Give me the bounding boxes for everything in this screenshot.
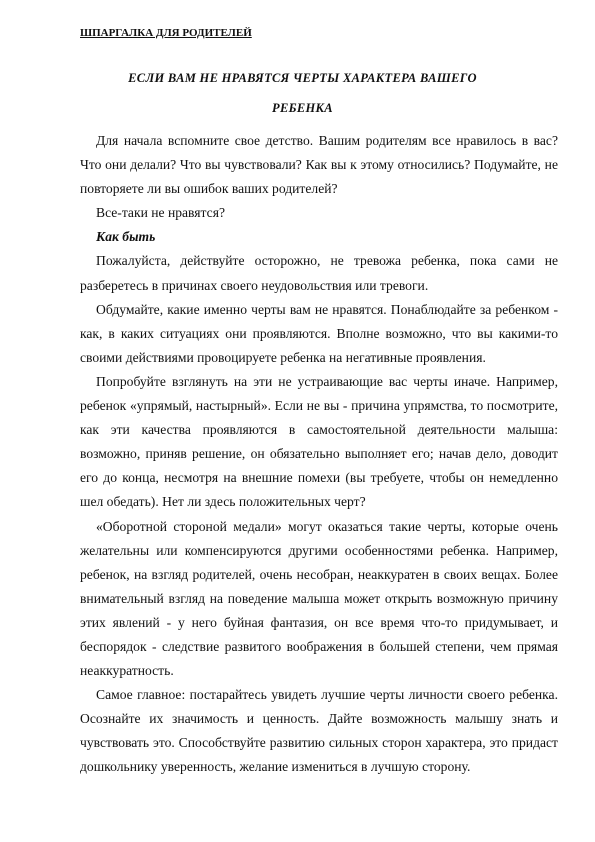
title-line-2: РЕБЕНКА	[272, 101, 333, 115]
paragraph-observe: Обдумайте, какие именно черты вам не нравятся. Понаблюдайте за ребенком - как, в каких ситуациях они проявляются. Вполне возможно, что вы какими-то своими действиями провоцируете ребенка на негативные проявления.	[80, 301, 558, 365]
section-heading: Как быть	[96, 229, 156, 245]
paragraph-other-side: «Оборотной стороной медали» могут оказаться такие черты, которые очень желательны или компенсируются другими особенностями ребенка. Например, ребенок, на взгляд родителей, очень несобран, неаккуратен в своих вещах. Более внимательный взгляд на поведение малыша может открыть возможную причину этих явлений - у него буйная фантазия, он все время что-то придумывает, и беспорядок - следствие развитого воображения в большей степени, чем прямая неаккуратность.	[80, 518, 558, 679]
title-line-1: ЕСЛИ ВАМ НЕ НРАВЯТСЯ ЧЕРТЫ ХАРАКТЕРА ВАШЕГО	[128, 71, 477, 85]
paragraph-question: Все-таки не нравятся?	[96, 205, 225, 221]
paragraph-reframe: Попробуйте взглянуть на эти не устраивающие вас черты иначе. Например, ребенок «упрямый, настырный». Если не вы - причина упрямства, то посмотрите, как эти качества проявляются в самостоятельной деятельности малыша: возможно, приняв решение, он обязательно выполняет его; начав дело, доводит его до конца, несмотря на внешние помехи (вы требуете, чтобы он немедленно шел обедать). Нет ли здесь положительных черт?	[80, 373, 558, 510]
document-label: ШПАРГАЛКА ДЛЯ РОДИТЕЛЕЙ	[80, 27, 252, 39]
document-title	[70, 63, 535, 123]
paragraph-intro: Для начала вспомните свое детство. Вашим родителям все нравилось в вас? Что они делали? Что вы чувствовали? Как вы к этому относились? Подумайте, не повторяете ли вы ошибок ваших родителей?	[80, 133, 558, 197]
paragraph-main: Самое главное: постарайтесь увидеть лучшие черты личности своего ребенка. Осознайте их значимость и ценность. Дайте возможность малышу знать и чувствовать это. Способствуйте развитию сильных сторон характера, это придаст дошкольнику уверенность, желание измениться в лучшую сторону.	[80, 687, 558, 775]
paragraph-careful: Пожалуйста, действуйте осторожно, не тревожа ребенка, пока сами не разберетесь в причинах своего неудовольствия или тревоги.	[80, 253, 558, 293]
document-body	[80, 129, 558, 780]
